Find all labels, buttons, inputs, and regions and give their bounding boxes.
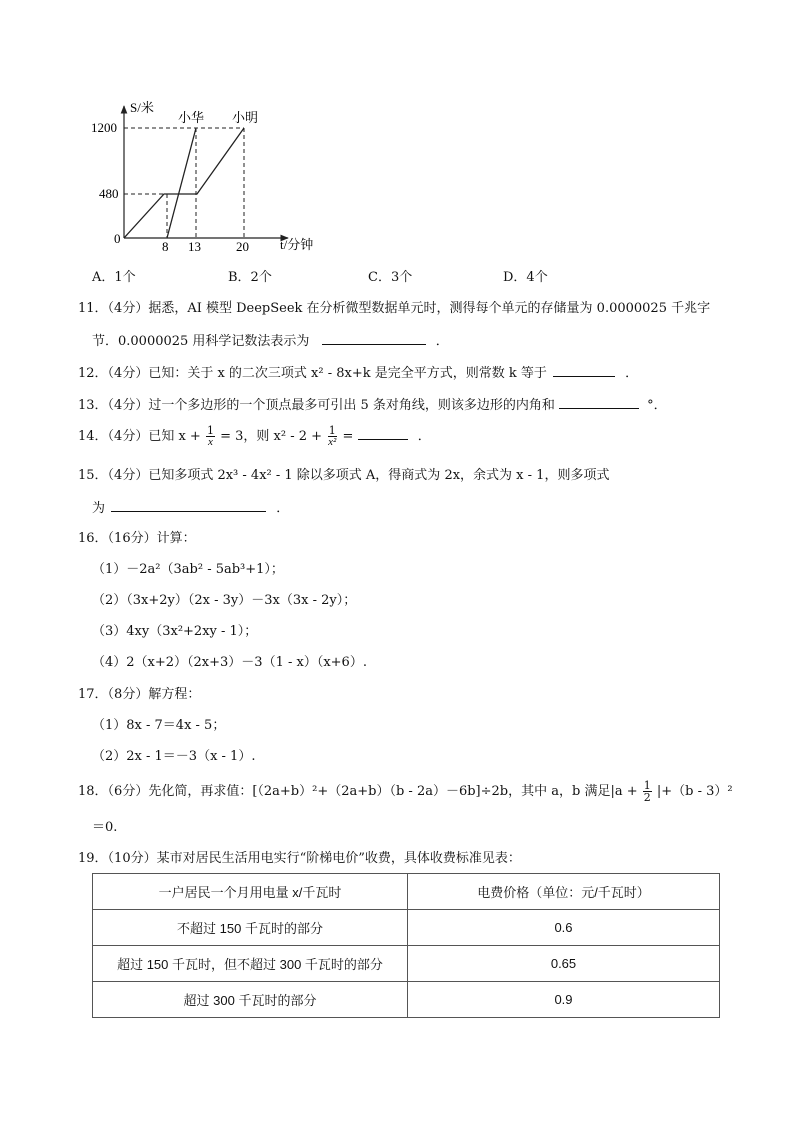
option-b: B．2个: [228, 270, 272, 285]
q18-line2: ＝0.: [92, 820, 118, 835]
q13-tail: °．: [647, 398, 667, 413]
x-axis-label: t/分钟: [280, 237, 314, 252]
q14-frac2-num: 1: [328, 424, 336, 437]
table-cell: 0.9: [408, 982, 720, 1018]
table-header-row: [93, 874, 720, 910]
q18-frac-1-over-2: [643, 780, 652, 803]
table-row: [93, 910, 720, 946]
q11-line2-text: 节．0.0000025 用科学记数法表示为: [92, 334, 310, 349]
q15-line2-prefix: 为: [92, 501, 106, 516]
q17-item-2: （2）2x - 1＝－3（x - 1）.: [92, 749, 256, 764]
x-tick-20: 20: [236, 239, 249, 254]
distance-time-graph: [91, 100, 330, 255]
xiaohua-line: [167, 128, 196, 238]
q16-item-2: （2）（3x+2y）（2x - 3y）－3x（3x - 2y）；: [92, 593, 357, 608]
q16-item-4: （4）2（x+2）（2x+3）－3（1 - x）（x+6）.: [92, 655, 367, 670]
y-tick-1200: 1200: [91, 120, 117, 135]
q12-line: [78, 363, 638, 383]
q14-mid: = 3，则 x² - 2 +: [220, 429, 323, 444]
x-tick-13: 13: [188, 239, 201, 254]
q16-item-3: （3）4xy（3x²+2xy - 1）；: [92, 624, 258, 639]
table-cell: 不超过 150 千瓦时的部分: [93, 910, 408, 946]
q12-tail: ．: [625, 366, 639, 381]
table-cell: 超过 150 千瓦时，但不超过 300 千瓦时的部分: [93, 946, 408, 982]
x-tick-8: 8: [162, 239, 169, 254]
q11-line1: 11．（4分）据悉，AI 模型 DeepSeek 在分析微型数据单元时，测得每个单元的存储量为 0.0000025 千兆字: [78, 301, 711, 316]
xiaoming-line: [124, 128, 244, 238]
series-label-xiaohua: 小华: [178, 110, 205, 125]
q13-line: [78, 395, 667, 415]
table-cell: 0.65: [408, 946, 720, 982]
origin-label: 0: [114, 231, 121, 246]
q15-tail: ．: [276, 501, 290, 516]
q14-answer-blank[interactable]: [358, 426, 408, 440]
q15-answer-blank[interactable]: [111, 498, 266, 512]
table-row: [93, 982, 720, 1018]
q14-frac1-num: 1: [206, 424, 214, 437]
table-cell: 0.6: [408, 910, 720, 946]
q12-answer-blank[interactable]: [553, 363, 615, 377]
option-a: A．1个: [92, 270, 136, 285]
q11-tail: ．: [435, 334, 449, 349]
series-label-xiaoming: 小明: [232, 110, 259, 125]
q18-text: 18．（6分）先化简，再求值：[（2a+b）²+（2a+b）（b - 2a）－6b]÷2b，其中 a，b 满足|a +: [78, 784, 638, 799]
q13-text: 13．（4分）过一个多边形的一个顶点最多可引出 5 条对角线，则该多边形的内角和: [78, 398, 555, 413]
table-header-cell: 电费价格（单位：元/千瓦时）: [408, 874, 720, 910]
q19-title: 19．（10分）某市对居民生活用电实行“阶梯电价”收费，具体收费标准见表：: [78, 851, 521, 866]
y-tick-480: 480: [99, 186, 119, 201]
q18-frac-den: 2: [643, 791, 651, 804]
q14-line: [78, 423, 431, 451]
q17-item-1: （1）8x - 7＝4x - 5；: [92, 718, 226, 733]
q16-title: 16．（16分）计算：: [78, 531, 196, 546]
q18-frac-num: 1: [643, 779, 651, 792]
q15-line1: 15．（4分）已知多项式 2x³ - 4x² - 1 除以多项式 A，得商式为 2x，余式为 x - 1，则多项式: [78, 468, 610, 483]
q14-frac-1-over-x: [206, 425, 215, 448]
q14-prefix: 14．（4分）已知 x +: [78, 429, 201, 444]
q18-line1: [78, 778, 733, 806]
q15-line2: [92, 498, 289, 518]
q14-frac-1-over-x2: [327, 425, 337, 448]
q13-answer-blank[interactable]: [559, 395, 639, 409]
table-cell: 超过 300 千瓦时的部分: [93, 982, 408, 1018]
q12-text: 12．（4分）已知：关于 x 的二次三项式 x² - 8x+k 是完全平方式，则常数 k 等于: [78, 366, 547, 381]
q18-line1-tail: |+（b - 3）²: [656, 784, 733, 799]
q11-answer-blank[interactable]: [322, 331, 426, 345]
q14-frac1-den: x: [208, 436, 213, 448]
q17-title: 17．（8分）解方程：: [78, 687, 201, 702]
table-row: [93, 946, 720, 982]
q14-tail: ．: [417, 429, 431, 444]
q11-line2: [92, 331, 449, 351]
q14-frac2-den: x²: [328, 436, 337, 448]
option-d: D．4个: [503, 270, 548, 285]
fee-table: [92, 873, 720, 1018]
q14-eq: =: [342, 429, 354, 444]
option-c: C．3个: [368, 270, 413, 285]
y-axis-label: S/米: [130, 100, 154, 115]
table-header-cell: 一户居民一个月用电量 x/千瓦时: [93, 874, 408, 910]
q16-item-1: （1）－2a²（3ab² - 5ab³+1）；: [92, 562, 284, 577]
